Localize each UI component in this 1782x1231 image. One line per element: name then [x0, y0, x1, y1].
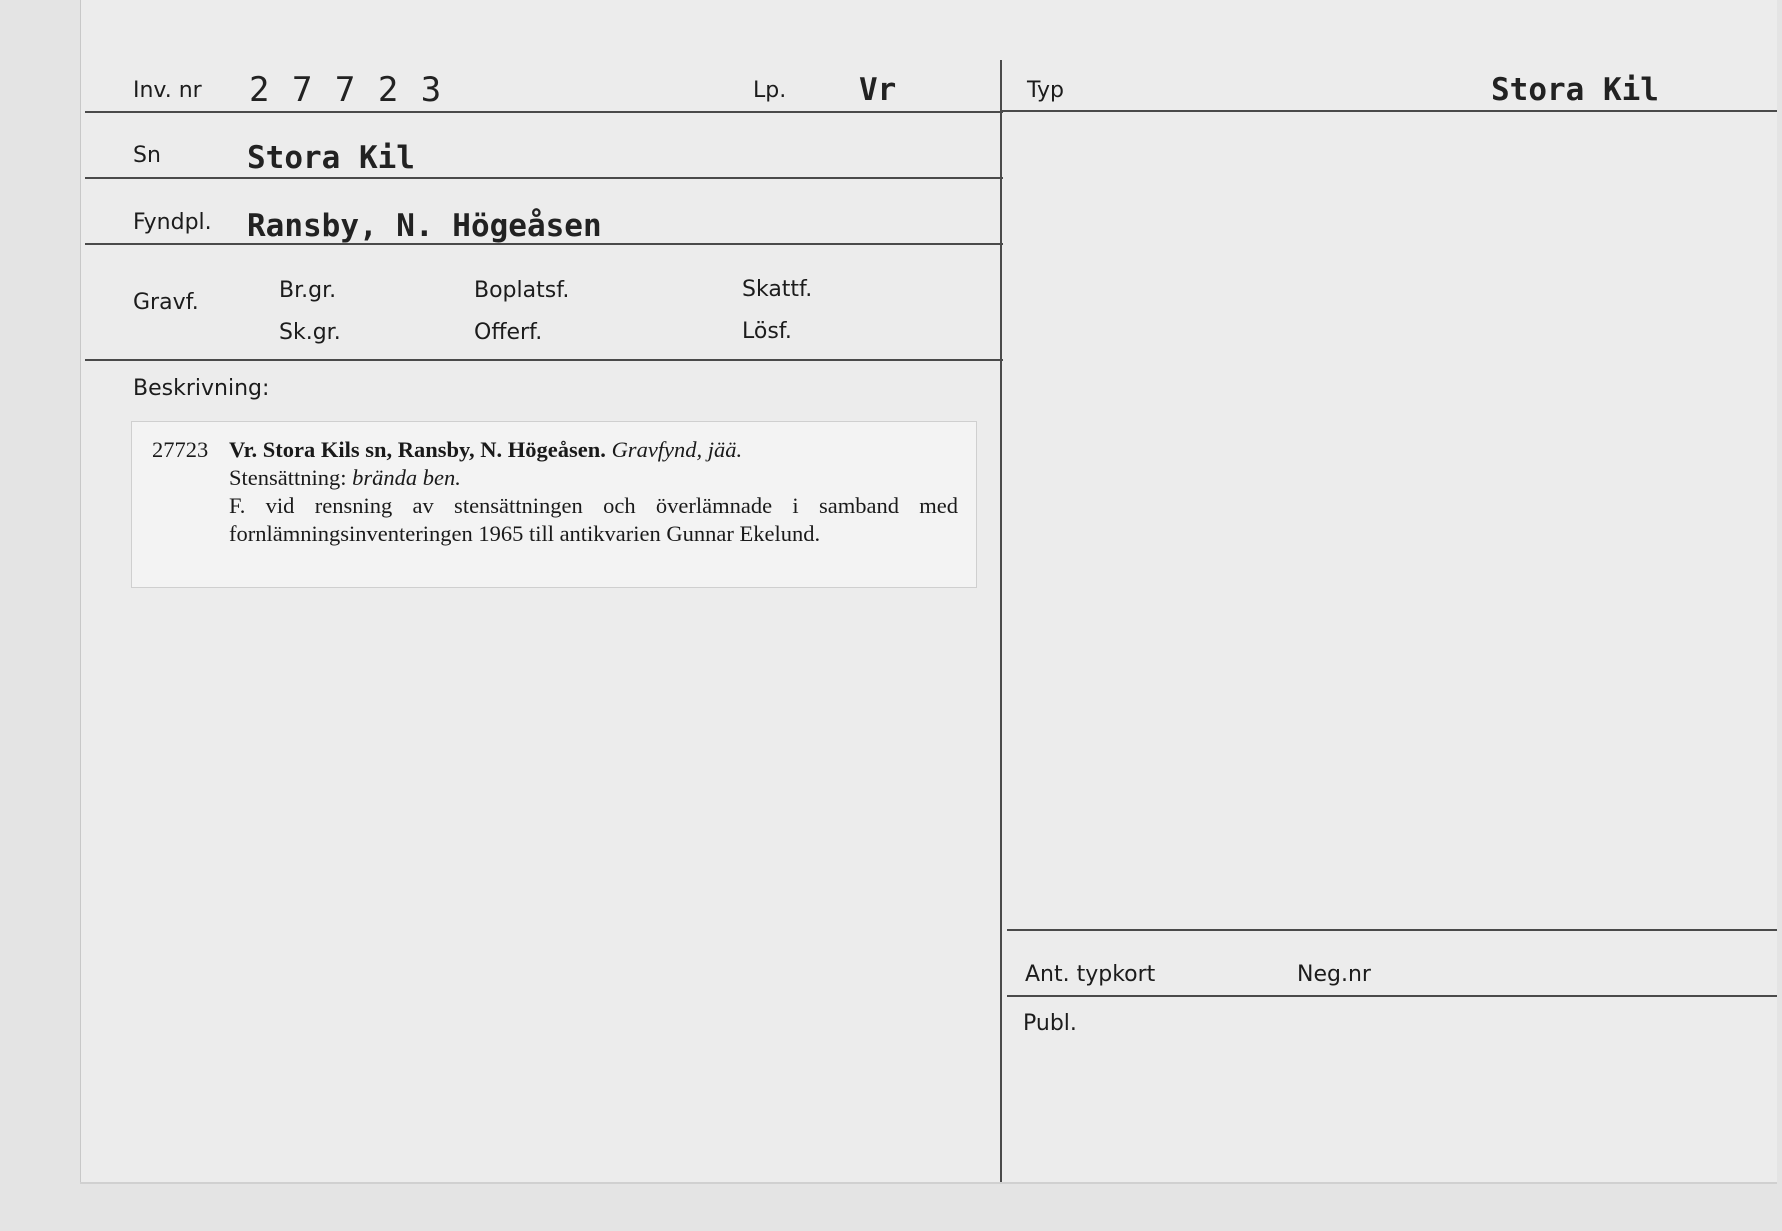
description-line-1	[229, 436, 958, 464]
rule-inv	[85, 111, 1003, 113]
column-divider	[1000, 60, 1002, 1182]
description-context: Stensättning:	[229, 465, 347, 490]
description-text	[229, 436, 958, 548]
description-heading: Vr. Stora Kils sn, Ransby, N. Högeåsen.	[229, 437, 606, 462]
typ-value: Stora Kil	[1491, 72, 1659, 108]
rule-gravf	[85, 359, 1003, 361]
sn-label: Sn	[133, 143, 161, 168]
beskrivning-label: Beskrivning:	[133, 376, 270, 401]
rule-ant-typkort-bottom	[1007, 995, 1777, 997]
lp-label: Lp.	[753, 78, 787, 103]
rule-typ	[1002, 110, 1777, 112]
description-clipping	[131, 421, 977, 588]
offerf-label: Offerf.	[474, 320, 543, 345]
ant-typkort-label: Ant. typkort	[1025, 962, 1156, 987]
gravf-label: Gravf.	[133, 290, 199, 315]
description-material: brända ben.	[352, 465, 461, 490]
skattf-label: Skattf.	[742, 277, 813, 302]
losf-label: Lösf.	[742, 319, 792, 344]
typ-label: Typ	[1027, 78, 1064, 103]
inv-nr-value: 2 7 7 2 3	[249, 70, 443, 110]
fyndpl-value: Ransby, N. Högeåsen	[247, 208, 602, 244]
description-number: 27723	[152, 437, 209, 462]
sn-value: Stora Kil	[247, 140, 415, 176]
lp-value: Vr	[859, 72, 897, 108]
inv-nr-label: Inv. nr	[133, 78, 202, 103]
description-find-type: Gravfynd, jää.	[611, 437, 743, 462]
boplatsf-label: Boplatsf.	[474, 278, 570, 303]
publ-label: Publ.	[1023, 1011, 1077, 1036]
description-line-2	[229, 464, 958, 492]
rule-sn	[85, 177, 1003, 179]
neg-nr-label: Neg.nr	[1297, 962, 1371, 987]
catalog-card	[80, 0, 1777, 1182]
description-body: F. vid rensning av stensättningen och överlämnade i samband med fornlämningsinventeringen 1965 till antikvarien Gunnar Ekelund.	[229, 493, 958, 546]
fyndpl-label: Fyndpl.	[133, 210, 212, 235]
skgr-label: Sk.gr.	[279, 320, 341, 345]
brgr-label: Br.gr.	[279, 278, 337, 303]
rule-ant-typkort-top	[1007, 929, 1777, 931]
